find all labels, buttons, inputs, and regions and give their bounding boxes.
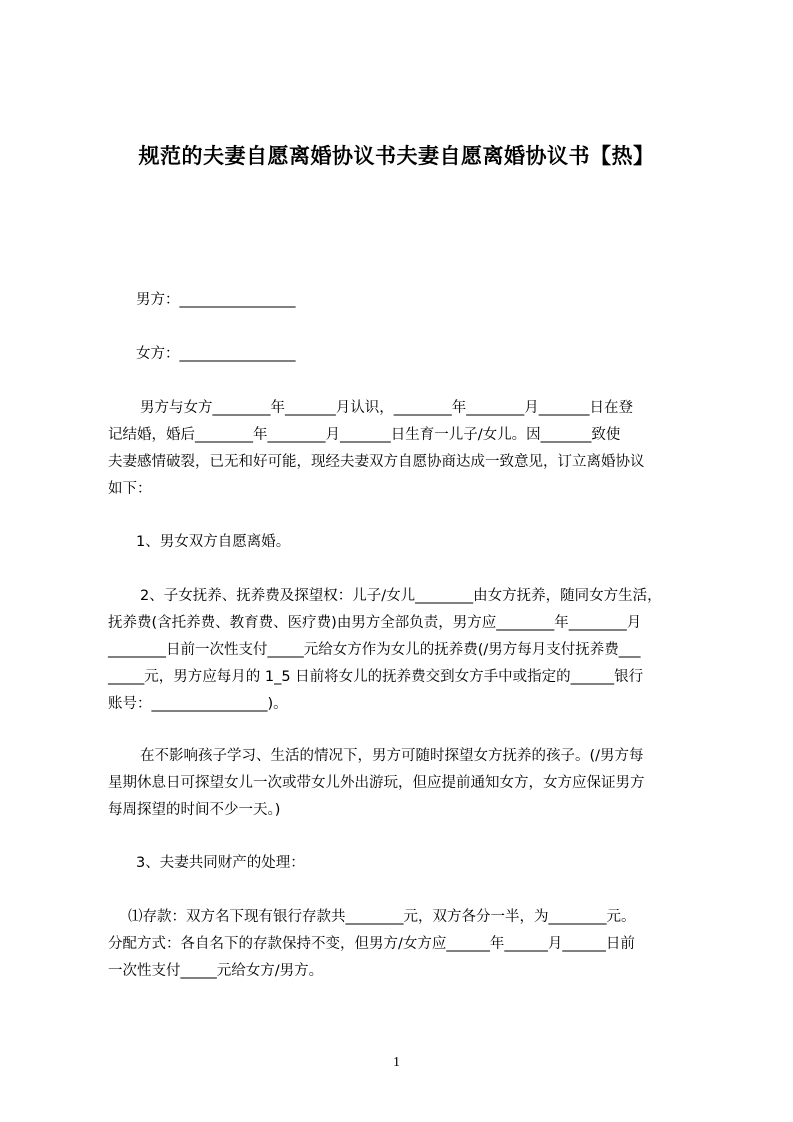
visitation-line: 在不影响孩子学习、生活的情况下，男方可随时探望女方抚养的孩子。(/男方每 [140, 748, 644, 764]
clause-2-line: 抚养费(含托养费、教育费、医疗费)由男方全部负责，男方应________年________月 [108, 615, 642, 631]
paragraph-line: 如下： [108, 481, 152, 497]
deposit-line: 一次性支付_____元给女方/男方。 [108, 963, 324, 979]
visitation-line: 每周探望的时间不少一天。) [108, 802, 281, 818]
clause-2-line: 账号：________________)。 [108, 696, 288, 712]
husband-field: 男方：________________ [136, 292, 296, 308]
page-number: 1 [393, 1055, 400, 1070]
paragraph-line: 记结婚，婚后________年________月_______日生育一儿子/女儿。因_______致使 [108, 427, 621, 443]
clause-2-line: 2、子女抚养、抚养费及探望权：儿子/女儿________由女方抚养，随同女方生活， [140, 588, 662, 604]
document-title: 规范的夫妻自愿离婚协议书夫妻自愿离婚协议书【热】 [138, 144, 655, 168]
wife-field: 女方：________________ [136, 346, 296, 362]
visitation-line: 星期休息日可探望女儿一次或带女儿外出游玩，但应提前通知女方，女方应保证男方 [108, 775, 645, 791]
paragraph-line: 夫妻感情破裂，已无和好可能，现经夫妻双方自愿协商达成一致意见，订立离婚协议 [108, 454, 645, 470]
paragraph-line: 男方与女方________年_______月认识，________年________月_______日在登 [140, 400, 633, 416]
deposit-line: 分配方式：各自名下的存款保持不变，但男方/女方应______年______月______日前 [108, 936, 635, 952]
clause-3: 3、夫妻共同财产的处理： [136, 855, 305, 871]
clause-1: 1、男女双方自愿离婚。 [136, 534, 291, 550]
clause-2-line: ________日前一次性支付_____元给女方作为女儿的抚养费(/男方每月支付抚养费___ [108, 642, 641, 658]
clause-2-line: _____元，男方应每月的 1_5 日前将女儿的抚养费交到女方手中或指定的______银行 [108, 669, 644, 685]
deposit-line: ⑴存款：双方名下现有银行存款共________元，双方各分一半，为________元。 [128, 909, 636, 925]
